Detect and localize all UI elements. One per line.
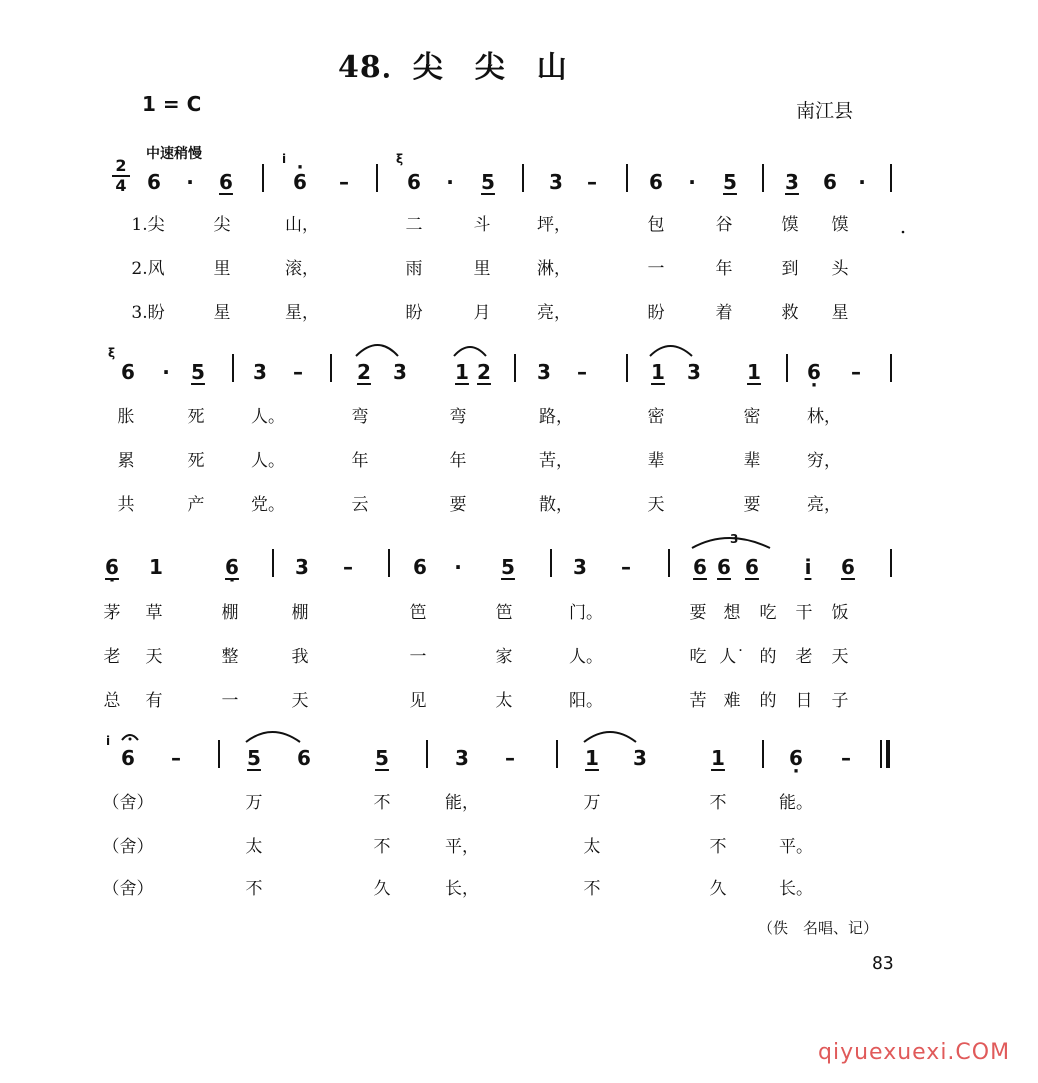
lyric: 滚， [285, 259, 319, 279]
lyric: 馍 [781, 215, 799, 235]
lyric: 雨 [405, 259, 423, 279]
lyric: 门。 [569, 603, 603, 623]
lyric: 总 [103, 691, 121, 711]
lyric: 我 [291, 647, 309, 667]
lyric: 里 [213, 259, 231, 279]
lyric: 吃 [689, 647, 707, 667]
note: 3 [785, 170, 799, 194]
note: 6 [407, 170, 421, 194]
slur [246, 732, 300, 742]
sustain-dash: – [621, 555, 631, 579]
lyric: 亮， [537, 303, 571, 323]
lyric: 累 [117, 451, 135, 471]
lyric: 年 [715, 259, 733, 279]
lyric: 坪， [537, 215, 571, 235]
lyric: 饭 [831, 603, 849, 623]
sustain-dash: – [841, 746, 851, 770]
time-signature-top: 2 [115, 156, 127, 175]
lyric: 1.尖 [131, 215, 165, 235]
lyric: 一 [221, 691, 239, 711]
note-dot: · [688, 170, 696, 194]
sustain-dash: – [339, 170, 349, 194]
lyric: 盼 [405, 303, 423, 323]
slur [584, 732, 636, 742]
grace-mark: i [282, 152, 287, 166]
lyric: 天 [145, 647, 163, 667]
lyric: 笆 [495, 603, 513, 623]
note: 6 [745, 555, 759, 579]
triplet-number: 3 [730, 532, 739, 546]
lyric: 山， [285, 215, 319, 235]
lyric: 平。 [779, 837, 813, 857]
lyric: 子 [831, 691, 849, 711]
note: 5 [375, 746, 389, 770]
lyric: 3.盼 [131, 303, 165, 323]
note: 1 [711, 746, 725, 770]
lyric: 包 [647, 215, 665, 235]
lyric: 一 [647, 259, 665, 279]
lyric: 茅 [103, 603, 121, 623]
grace-mark: ξ [396, 152, 404, 166]
note: 1 [149, 555, 163, 579]
lyric: 不 [709, 793, 727, 813]
note: 5 [723, 170, 737, 194]
note: 3 [295, 555, 309, 579]
grace-mark: i [106, 734, 111, 748]
lyric: 苦 [689, 691, 707, 711]
lyric: 路， [539, 407, 573, 427]
note: 1 [747, 360, 761, 384]
lyric: 要 [449, 495, 467, 515]
time-signature-bottom: 4 [115, 176, 127, 195]
lyric: 天 [647, 495, 665, 515]
sustain-dash: – [577, 360, 587, 384]
lyric: 难 [723, 691, 741, 711]
note: 5 [247, 746, 261, 770]
lyric: 弯 [351, 407, 369, 427]
lyric: 弯 [449, 407, 467, 427]
note-dot: · [858, 170, 866, 194]
note: 6 [297, 746, 311, 770]
lyric: 家 [495, 647, 513, 667]
note: i [804, 555, 812, 579]
lyric: 散， [539, 495, 573, 515]
fermata-dot [129, 738, 132, 741]
lyric: 辈 [647, 451, 665, 471]
lyric: 人。 [251, 407, 285, 427]
lyric: 二 [405, 215, 423, 235]
note: 6 [147, 170, 161, 194]
lyric: 太 [245, 837, 263, 857]
note: 5 [501, 555, 515, 579]
lyric: 能。 [779, 793, 813, 813]
lyric: 吃 [759, 603, 777, 623]
note: 6 · [784, 746, 808, 770]
lyric: （舍） [102, 837, 154, 857]
note: 3 [537, 360, 551, 384]
lyric: 不 [709, 837, 727, 857]
lyric: 密 [647, 407, 665, 427]
lyric: 笆 [409, 603, 427, 623]
lyric: 云 [351, 495, 369, 515]
lyric: 棚 [291, 603, 309, 623]
note: 1 [585, 746, 599, 770]
lyric: 胀 [117, 407, 135, 427]
note: 3 [633, 746, 647, 770]
note: 1 [651, 360, 665, 384]
lyric: 干 [795, 603, 813, 623]
note: 6 [823, 170, 837, 194]
note: 3 [573, 555, 587, 579]
lyric: 能， [445, 793, 479, 813]
lyric: 想 [723, 603, 741, 623]
lyric: 不 [373, 837, 391, 857]
lyric: 长。 [779, 879, 813, 899]
note-dot: · [162, 360, 170, 384]
lyric: 日 [795, 691, 813, 711]
lyric: 有 [145, 691, 163, 711]
note: 6 [649, 170, 663, 194]
lyric: 人。 [251, 451, 285, 471]
key-signature: 1 = C [142, 92, 202, 116]
lyric: 星， [285, 303, 319, 323]
note: 5 [191, 360, 205, 384]
lyric: 长， [445, 879, 479, 899]
note: 3 [455, 746, 469, 770]
lyric: 不 [373, 793, 391, 813]
note: 6 [121, 746, 135, 770]
note: 6 · [220, 555, 244, 579]
grace-mark: ξ [108, 346, 116, 360]
lyric: 人˙ [719, 647, 745, 667]
note: 6 [841, 555, 855, 579]
lyric: 密 [743, 407, 761, 427]
lyric: 救 [781, 303, 799, 323]
lyric: 林， [807, 407, 841, 427]
lyric: （舍） [102, 879, 154, 899]
lyric: 万 [583, 793, 601, 813]
lyric: 盼 [647, 303, 665, 323]
lyric: 头 [831, 259, 849, 279]
page-number: 83 [872, 953, 894, 974]
lyric: 棚 [221, 603, 239, 623]
lyric: 年 [449, 451, 467, 471]
note: 5 [481, 170, 495, 194]
lyric: 要 [743, 495, 761, 515]
lyric: 淋， [537, 259, 571, 279]
note-dot: · [446, 170, 454, 194]
lyric: 一 [409, 647, 427, 667]
sustain-dash: – [343, 555, 353, 579]
note: 3 [393, 360, 407, 384]
staccato-dot [902, 231, 905, 234]
sustain-dash: – [293, 360, 303, 384]
lyric: 死 [187, 451, 205, 471]
lyric: 万 [245, 793, 263, 813]
site-watermark: qiyuexuexi.COM [818, 1040, 1011, 1065]
lyric: 里 [473, 259, 491, 279]
lyric: 老 [103, 647, 121, 667]
slur [356, 345, 398, 356]
sustain-dash: – [587, 170, 597, 194]
note: 6 [219, 170, 233, 194]
lyric: 的 [759, 691, 777, 711]
note: 3 [549, 170, 563, 194]
note: 6 [413, 555, 427, 579]
lyric: 馍 [831, 215, 849, 235]
sustain-dash: – [851, 360, 861, 384]
region-label: 南江县 [796, 100, 854, 122]
lyric: 阳。 [569, 691, 603, 711]
lyric: 党。 [251, 495, 285, 515]
lyric: 着 [715, 303, 733, 323]
note: 6 [717, 555, 731, 579]
lyric: 谷 [715, 215, 733, 235]
lyric: 苦， [539, 451, 573, 471]
note: 3 [253, 360, 267, 384]
lyric: 整 [221, 647, 239, 667]
lyric: 不 [245, 879, 263, 899]
lyric: 死 [187, 407, 205, 427]
triplet-bracket [692, 538, 770, 548]
lyric: 斗 [473, 215, 491, 235]
lyric: 月 [473, 303, 491, 323]
lyric: 不 [583, 879, 601, 899]
sustain-dash: – [505, 746, 515, 770]
note: 6 · [802, 360, 826, 384]
lyric: 久 [373, 879, 391, 899]
note-dot: · [454, 555, 462, 579]
lyric: 天 [831, 647, 849, 667]
lyric: 久 [709, 879, 727, 899]
lyric: （舍） [102, 793, 154, 813]
note: · 6 [288, 170, 312, 194]
note: 3 [687, 360, 701, 384]
lyric: 平， [445, 837, 479, 857]
lyric: 人。 [569, 647, 603, 667]
lyric: 的 [759, 647, 777, 667]
lyric: 星 [831, 303, 849, 323]
lyric: 亮， [807, 495, 841, 515]
lyric: 辈 [743, 451, 761, 471]
lyric: 要 [689, 603, 707, 623]
transcription-credit: （佚 名唱、记） [758, 919, 879, 937]
note: 2 [357, 360, 371, 384]
lyric: 到 [781, 259, 799, 279]
tempo-marking: 中速稍慢 [146, 146, 202, 162]
lyric: 天 [291, 691, 309, 711]
note: 2 [477, 360, 491, 384]
lyric: 老 [795, 647, 813, 667]
note: 6 [693, 555, 707, 579]
lyric: 草 [145, 603, 163, 623]
note: 1 [455, 360, 469, 384]
lyric: 尖 [213, 215, 231, 235]
lyric: 共 [117, 495, 135, 515]
slur [454, 347, 486, 356]
lyric: 太 [495, 691, 513, 711]
lyric: 2.风 [131, 259, 165, 279]
note: 6 · [100, 555, 124, 579]
lyric: 星 [213, 303, 231, 323]
lyric: 产 [187, 495, 205, 515]
lyric: 见 [409, 691, 427, 711]
lyric: 年 [351, 451, 369, 471]
note: 6 [121, 360, 135, 384]
slur [650, 346, 692, 356]
lyric: 穷， [807, 451, 841, 471]
note-dot: · [186, 170, 194, 194]
song-title: 48．尖 尖 山 [338, 50, 568, 85]
sustain-dash: – [171, 746, 181, 770]
lyric: 太 [583, 837, 601, 857]
